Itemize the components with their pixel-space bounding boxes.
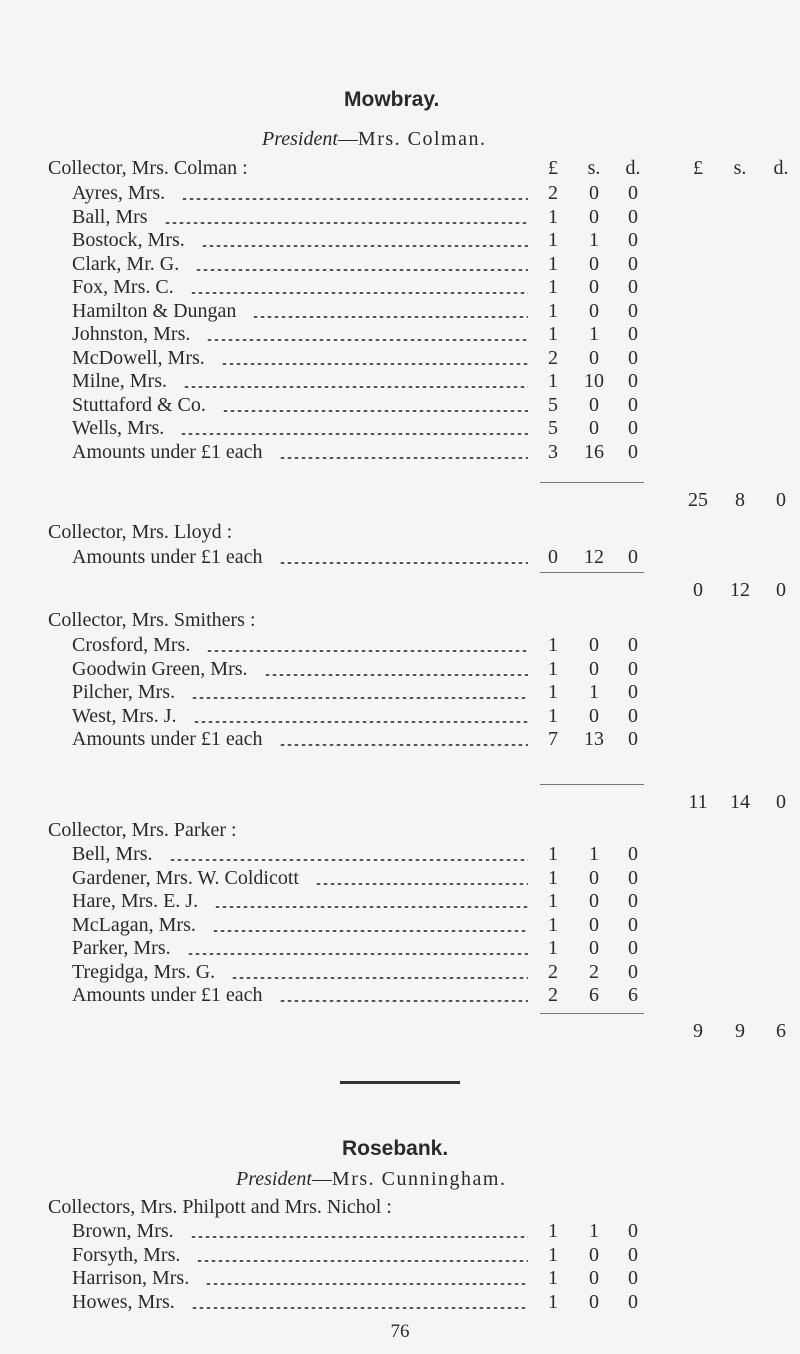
amount-pence: 0 <box>628 866 638 889</box>
ledger-row <box>0 545 800 569</box>
collector-heading: Collector, Mrs. Colman : <box>48 157 248 179</box>
ledger-row <box>0 960 800 984</box>
amount-pence: 0 <box>628 843 638 865</box>
amount-shillings: 16 <box>584 440 604 463</box>
ledger-row <box>0 727 800 751</box>
ledger-row <box>0 1290 800 1314</box>
amount-pounds: 1 <box>548 681 558 703</box>
entry-name: Crosford, Mrs. <box>72 634 191 656</box>
amount-pence: 0 <box>628 681 638 703</box>
ledger-row <box>0 1219 800 1243</box>
collector-heading: Collectors, Mrs. Philpott and Mrs. Nichol : <box>48 1196 392 1218</box>
ledger-row <box>0 1266 800 1290</box>
leader-dots <box>279 562 528 564</box>
leader-dots <box>195 269 528 271</box>
entry-name: Gardener, Mrs. W. Coldicott <box>72 866 299 889</box>
entry-name: Forsyth, Mrs. <box>72 1243 181 1266</box>
entry-name: Johnston, Mrs. <box>72 323 191 345</box>
amount-shillings: 13 <box>584 728 604 750</box>
amount-pounds: 1 <box>548 634 558 656</box>
amount-pence: 0 <box>628 370 638 392</box>
amount-shillings: 0 <box>589 417 599 439</box>
ledger-row <box>0 657 800 681</box>
leader-dots <box>279 457 528 459</box>
ledger-row <box>0 889 800 913</box>
leader-dots <box>169 859 528 861</box>
president-separator: — <box>337 128 358 150</box>
leader-dots <box>206 650 528 652</box>
amount-pounds: 3 <box>548 440 558 463</box>
amount-shillings: 1 <box>589 323 599 345</box>
ledger-row <box>0 983 800 1007</box>
subtotal-rule <box>540 482 644 483</box>
amount-pence: 0 <box>628 182 638 204</box>
leader-dots <box>315 883 528 885</box>
total-pence: 0 <box>776 579 786 601</box>
entry-name: Howes, Mrs. <box>72 1290 175 1313</box>
ledger-row <box>0 936 800 960</box>
amount-shillings: 0 <box>589 704 599 727</box>
ledger-row <box>0 299 800 323</box>
ledger-row <box>0 1243 800 1267</box>
leader-dots <box>190 1236 528 1238</box>
entry-name: Wells, Mrs. <box>72 417 165 439</box>
president-separator: — <box>311 1168 332 1190</box>
total-shillings: 8 <box>735 489 745 511</box>
amount-pence: 0 <box>628 1290 638 1313</box>
leader-dots <box>279 744 528 746</box>
collector-row-colman <box>0 156 800 180</box>
ledger-row <box>0 275 800 299</box>
total-pence: 6 <box>776 1020 786 1042</box>
amount-pence: 0 <box>628 205 638 228</box>
ledger-row <box>0 680 800 704</box>
president-name: Mrs. Colman. <box>357 128 487 150</box>
entry-name: Ayres, Mrs. <box>72 182 166 204</box>
total-shillings: 9 <box>735 1020 745 1042</box>
amount-pounds: 1 <box>548 1267 558 1289</box>
entry-name: Clark, Mr. G. <box>72 252 180 275</box>
entry-name: Bostock, Mrs. <box>72 229 185 251</box>
amount-shillings: 1 <box>589 843 599 865</box>
amount-pounds: 1 <box>548 323 558 345</box>
amount-shillings: 0 <box>589 657 599 680</box>
amount-pence: 0 <box>628 704 638 727</box>
president-label: President <box>262 128 338 150</box>
amount-pounds: 2 <box>548 182 558 204</box>
ledger-row <box>0 866 800 890</box>
collector-row-rosebank <box>0 1195 800 1219</box>
amount-pence: 0 <box>628 252 638 275</box>
ledger-row <box>0 913 800 937</box>
ledger-row <box>0 228 800 252</box>
leader-dots <box>214 906 528 908</box>
amount-pence: 0 <box>628 657 638 680</box>
leader-dots <box>180 433 528 435</box>
amount-pounds: 1 <box>548 276 558 298</box>
section-divider <box>340 1081 460 1084</box>
amount-pounds: 5 <box>548 393 558 416</box>
amount-pounds: 1 <box>548 1243 558 1266</box>
amount-pence: 0 <box>628 634 638 656</box>
total-shillings: 12 <box>730 579 750 601</box>
col-header-pence: d. <box>625 157 641 179</box>
amount-shillings: 0 <box>589 1243 599 1266</box>
amount-shillings: 0 <box>589 299 599 322</box>
amount-shillings: 0 <box>589 346 599 369</box>
ledger-row <box>0 181 800 205</box>
collector-row-lloyd <box>0 520 800 544</box>
entry-name: Hamilton & Dungan <box>72 299 237 322</box>
entry-name: Brown, Mrs. <box>72 1220 174 1242</box>
amount-pounds: 1 <box>548 866 558 889</box>
col-header-shillings: s. <box>587 157 601 179</box>
amount-pence: 0 <box>628 1267 638 1289</box>
leader-dots <box>196 1260 528 1262</box>
collector-heading: Collector, Mrs. Smithers : <box>48 609 256 631</box>
entry-name: Hare, Mrs. E. J. <box>72 890 199 912</box>
ledger-row <box>0 369 800 393</box>
entry-name: McDowell, Mrs. <box>72 346 205 369</box>
entry-name: Parker, Mrs. <box>72 937 171 959</box>
leader-dots <box>201 245 528 247</box>
ledger-row <box>0 393 800 417</box>
amount-shillings: 0 <box>589 890 599 912</box>
amount-pence: 0 <box>628 728 638 750</box>
total-row-colman <box>0 488 800 512</box>
leader-dots <box>206 339 528 341</box>
subtotal-rule <box>540 1013 644 1014</box>
amount-pounds: 1 <box>548 913 558 936</box>
collector-heading: Collector, Mrs. Lloyd : <box>48 521 233 543</box>
total-pence: 0 <box>776 489 786 511</box>
amount-shillings: 6 <box>589 984 599 1006</box>
amount-pence: 0 <box>628 1220 638 1242</box>
amount-shillings: 0 <box>589 1267 599 1289</box>
col-header-pounds: £ <box>548 157 558 179</box>
leader-dots <box>191 1307 528 1309</box>
amount-pounds: 1 <box>548 370 558 392</box>
amount-pence: 0 <box>628 546 638 568</box>
amount-pounds: 1 <box>548 843 558 865</box>
amount-pence: 0 <box>628 323 638 345</box>
amount-pence: 0 <box>628 393 638 416</box>
col-header-total-shillings: s. <box>733 157 747 179</box>
amount-pounds: 1 <box>548 299 558 322</box>
amount-pounds: 2 <box>548 346 558 369</box>
amount-pence: 0 <box>628 346 638 369</box>
entry-name: Bell, Mrs. <box>72 843 153 865</box>
amount-shillings: 0 <box>589 866 599 889</box>
ledger-row <box>0 346 800 370</box>
entry-name: Amounts under £1 each <box>72 728 263 750</box>
ledger-row <box>0 704 800 728</box>
amount-pounds: 2 <box>548 960 558 983</box>
president-label: President <box>236 1168 312 1190</box>
entry-name: Pilcher, Mrs. <box>72 681 176 703</box>
ledger-row <box>0 322 800 346</box>
leader-dots <box>191 697 528 699</box>
entry-name: Milne, Mrs. <box>72 370 167 392</box>
ledger-row <box>0 252 800 276</box>
total-pence: 0 <box>776 791 786 813</box>
amount-shillings: 0 <box>589 1290 599 1313</box>
amount-pounds: 1 <box>548 890 558 912</box>
amount-pence: 6 <box>628 984 638 1006</box>
total-shillings: 14 <box>730 791 750 813</box>
ledger-row <box>0 440 800 464</box>
total-row-parker <box>0 1019 800 1043</box>
amount-pence: 0 <box>628 913 638 936</box>
leader-dots <box>231 977 528 979</box>
subtotal-rule <box>540 784 644 785</box>
entry-name: Amounts under £1 each <box>72 984 263 1006</box>
entry-name: Harrison, Mrs. <box>72 1267 190 1289</box>
entry-name: Fox, Mrs. C. <box>72 276 174 298</box>
total-pounds: 11 <box>688 791 708 813</box>
amount-pence: 0 <box>628 229 638 251</box>
leader-dots <box>264 674 528 676</box>
total-pounds: 0 <box>693 579 703 601</box>
entry-name: McLagan, Mrs. <box>72 913 196 936</box>
page-number: 76 <box>390 1321 410 1342</box>
amount-pence: 0 <box>628 960 638 983</box>
total-row-smithers <box>0 790 800 814</box>
amount-pounds: 5 <box>548 417 558 439</box>
amount-shillings: 0 <box>589 913 599 936</box>
entry-name: Tregidga, Mrs. G. <box>72 960 216 983</box>
entry-name: Goodwin Green, Mrs. <box>72 657 248 680</box>
amount-pounds: 1 <box>548 937 558 959</box>
amount-pence: 0 <box>628 440 638 463</box>
amount-shillings: 1 <box>589 681 599 703</box>
leader-dots <box>187 953 528 955</box>
amount-pence: 0 <box>628 937 638 959</box>
entry-name: Stuttaford & Co. <box>72 393 206 416</box>
amount-shillings: 0 <box>589 937 599 959</box>
amount-pounds: 1 <box>548 704 558 727</box>
amount-shillings: 0 <box>589 634 599 656</box>
amount-pounds: 0 <box>548 546 558 568</box>
amount-pounds: 1 <box>548 205 558 228</box>
president-name: Mrs. Cunningham. <box>331 1168 507 1190</box>
leader-dots <box>252 316 528 318</box>
collector-row-smithers <box>0 608 800 632</box>
amount-pence: 0 <box>628 417 638 439</box>
amount-pence: 0 <box>628 299 638 322</box>
leader-dots <box>181 198 528 200</box>
ledger-row <box>0 842 800 866</box>
leader-dots <box>222 410 528 412</box>
leader-dots <box>183 386 528 388</box>
ledger-row <box>0 633 800 657</box>
leader-dots <box>212 930 528 932</box>
entry-name: West, Mrs. J. <box>72 704 177 727</box>
total-pounds: 9 <box>693 1020 703 1042</box>
president-line-rosebank <box>236 1168 506 1191</box>
col-header-total-pounds: £ <box>693 157 703 179</box>
amount-pounds: 1 <box>548 657 558 680</box>
section-heading-mowbray: Mowbray. <box>344 88 440 111</box>
entry-name: Amounts under £1 each <box>72 546 263 568</box>
leader-dots <box>205 1283 528 1285</box>
amount-shillings: 10 <box>584 370 604 392</box>
amount-pounds: 2 <box>548 984 558 1006</box>
amount-shillings: 0 <box>589 252 599 275</box>
amount-pounds: 7 <box>548 728 558 750</box>
amount-shillings: 0 <box>589 276 599 298</box>
leader-dots <box>221 363 528 365</box>
leader-dots <box>193 721 528 723</box>
leader-dots <box>279 1000 528 1002</box>
amount-pounds: 1 <box>548 1220 558 1242</box>
amount-shillings: 0 <box>589 393 599 416</box>
amount-pence: 0 <box>628 890 638 912</box>
section-heading-rosebank: Rosebank. <box>342 1137 449 1160</box>
amount-shillings: 1 <box>589 1220 599 1242</box>
amount-shillings: 12 <box>584 546 604 568</box>
entry-name: Amounts under £1 each <box>72 440 263 463</box>
amount-pounds: 1 <box>548 1290 558 1313</box>
amount-shillings: 2 <box>589 960 599 983</box>
total-pounds: 25 <box>688 489 708 511</box>
amount-pence: 0 <box>628 276 638 298</box>
collector-heading: Collector, Mrs. Parker : <box>48 819 237 841</box>
amount-pence: 0 <box>628 1243 638 1266</box>
amount-pounds: 1 <box>548 252 558 275</box>
ledger-row <box>0 416 800 440</box>
leader-dots <box>190 292 528 294</box>
leader-dots <box>164 222 528 224</box>
entry-name: Ball, Mrs <box>72 205 148 228</box>
amount-shillings: 1 <box>589 229 599 251</box>
collector-row-parker <box>0 818 800 842</box>
amount-shillings: 0 <box>589 182 599 204</box>
subtotal-rule <box>540 572 644 573</box>
col-header-total-pence: d. <box>773 157 789 179</box>
total-row-lloyd <box>0 578 800 602</box>
amount-shillings: 0 <box>589 205 599 228</box>
ledger-row <box>0 205 800 229</box>
president-line-mowbray <box>262 128 486 151</box>
amount-pounds: 1 <box>548 229 558 251</box>
